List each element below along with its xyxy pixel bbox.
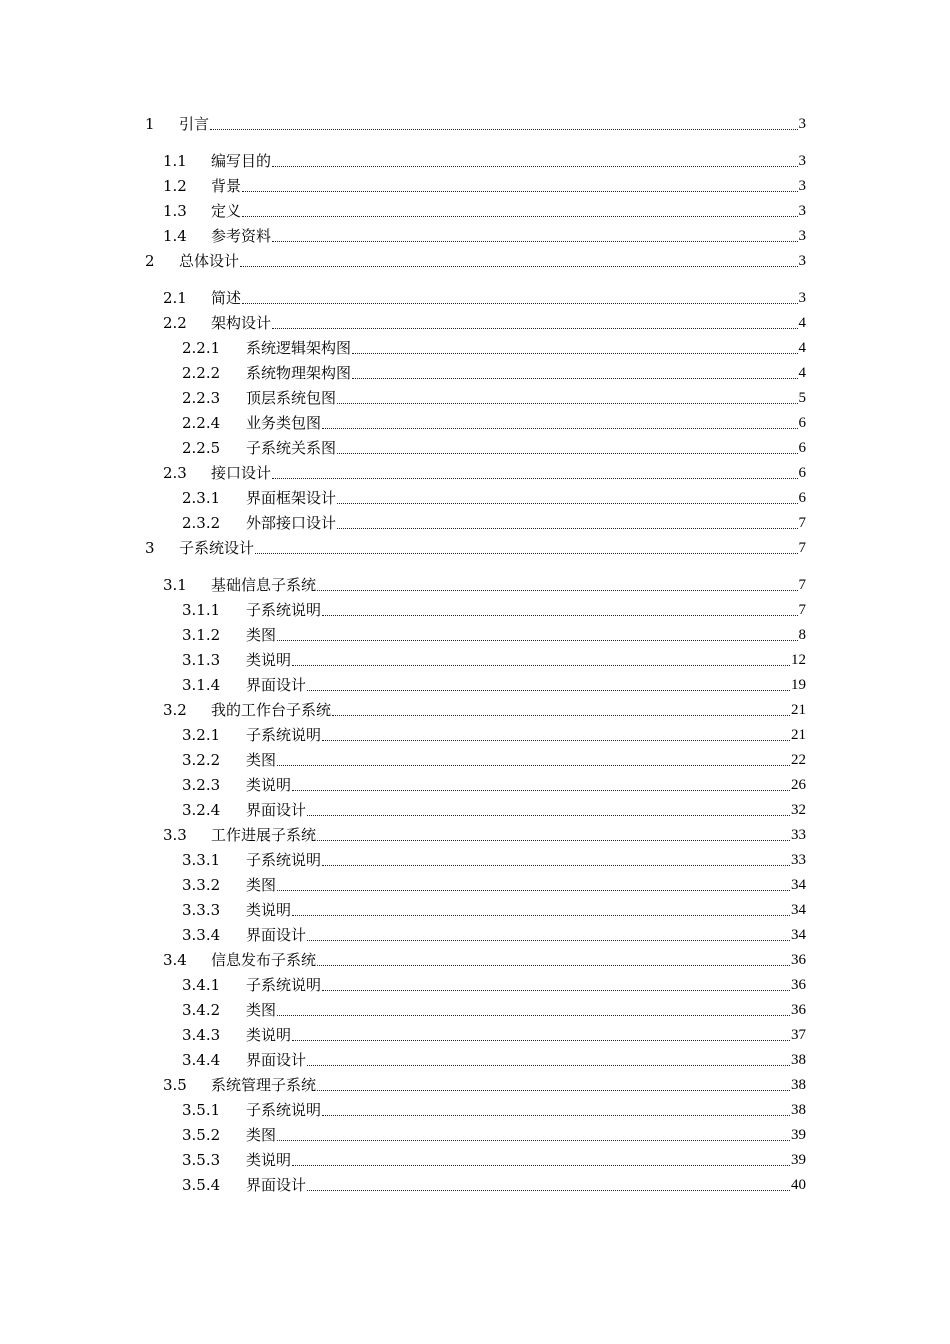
toc-entry-title: 外部接口设计 (246, 514, 337, 532)
dot-leader (272, 314, 797, 332)
toc-entry-number: 3.4.2 (182, 1001, 221, 1019)
toc-entry[interactable] (182, 1022, 806, 1044)
toc-entry-title: 类图 (246, 876, 277, 894)
toc-entry-page-number: 38 (791, 1052, 806, 1068)
dot-leader (352, 364, 797, 382)
toc-entry-title: 基础信息子系统 (211, 576, 317, 594)
toc-entry-title: 系统物理架构图 (246, 364, 352, 382)
toc-entry-number: 2.3 (163, 464, 187, 482)
toc-entry-number: 3.1.1 (182, 601, 221, 619)
toc-entry-number: 2.3.2 (182, 514, 221, 532)
toc-entry-page-number: 6 (798, 490, 806, 506)
toc-entry-page-number: 12 (791, 652, 806, 668)
toc-entry-number: 3.3.4 (182, 926, 221, 944)
toc-entry-title: 类说明 (246, 776, 292, 794)
toc-entry[interactable] (182, 1147, 806, 1169)
toc-entry-page-number: 3 (798, 228, 806, 244)
toc-entry-title: 子系统说明 (246, 976, 322, 994)
dot-leader (277, 1001, 790, 1019)
toc-entry-title: 编写目的 (211, 152, 272, 170)
dot-leader (272, 227, 797, 245)
toc-entry[interactable] (163, 173, 806, 195)
toc-entry-title: 界面框架设计 (246, 489, 337, 507)
toc-entry-title: 类图 (246, 1126, 277, 1144)
toc-entry-title: 界面设计 (246, 676, 307, 694)
toc-entry-number: 1.3 (163, 202, 187, 220)
toc-entry-page-number: 34 (791, 902, 806, 918)
dot-leader (240, 252, 797, 270)
toc-entry-page-number: 3 (798, 290, 806, 306)
toc-entry[interactable] (145, 111, 806, 133)
toc-entry-number: 3.3.2 (182, 876, 221, 894)
toc-entry-number: 3.5.2 (182, 1126, 221, 1144)
dot-leader (307, 676, 790, 694)
toc-entry-number: 3.1.2 (182, 626, 221, 644)
toc-entry[interactable] (182, 1172, 806, 1194)
dot-leader (292, 901, 790, 919)
toc-entry-page-number: 4 (798, 340, 806, 356)
toc-entry-page-number: 39 (791, 1127, 806, 1143)
toc-entry-number: 2.3.1 (182, 489, 221, 507)
toc-entry-title: 系统逻辑架构图 (246, 339, 352, 357)
toc-entry-page-number: 32 (791, 802, 806, 818)
toc-entry-title: 类图 (246, 1001, 277, 1019)
dot-leader (317, 826, 790, 844)
toc-entry-number: 3.5.1 (182, 1101, 221, 1119)
dot-leader (242, 177, 797, 195)
toc-entry[interactable] (182, 922, 806, 944)
toc-entry-title: 类说明 (246, 651, 292, 669)
toc-entry-page-number: 21 (791, 727, 806, 743)
toc-entry-number: 2.2.1 (182, 339, 221, 357)
dot-leader (352, 339, 797, 357)
toc-entry-page-number: 34 (791, 927, 806, 943)
toc-entry-page-number: 8 (798, 627, 806, 643)
toc-entry[interactable] (182, 1122, 806, 1144)
toc-entry-title: 界面设计 (246, 926, 307, 944)
toc-entry-number: 3.1 (163, 576, 187, 594)
toc-entry-number: 3.1.4 (182, 676, 221, 694)
toc-entry-title: 工作进展子系统 (211, 826, 317, 844)
toc-entry-page-number: 19 (791, 677, 806, 693)
toc-entry-number: 3.3 (163, 826, 187, 844)
toc-entry-page-number: 6 (798, 440, 806, 456)
dot-leader (242, 202, 797, 220)
toc-entry[interactable] (163, 148, 806, 170)
toc-entry[interactable] (182, 410, 806, 432)
dot-leader (242, 289, 797, 307)
dot-leader (322, 1101, 790, 1119)
toc-entry[interactable] (182, 647, 806, 669)
toc-entry-page-number: 7 (798, 515, 806, 531)
dot-leader (292, 651, 790, 669)
toc-entry-number: 3.4 (163, 951, 187, 969)
toc-entry[interactable] (182, 597, 806, 619)
toc-entry-page-number: 37 (791, 1027, 806, 1043)
toc-entry[interactable] (182, 747, 806, 769)
toc-entry-page-number: 40 (791, 1177, 806, 1193)
toc-entry-title: 界面设计 (246, 1051, 307, 1069)
dot-leader (292, 776, 790, 794)
toc-entry-page-number: 6 (798, 415, 806, 431)
toc-entry-number: 3.4.3 (182, 1026, 221, 1044)
toc-entry-title: 子系统说明 (246, 726, 322, 744)
toc-entry-page-number: 3 (798, 116, 806, 132)
toc-entry[interactable] (145, 248, 806, 270)
dot-leader (332, 701, 790, 719)
toc-entry-page-number: 7 (798, 540, 806, 556)
toc-entry[interactable] (182, 797, 806, 819)
toc-entry-title: 界面设计 (246, 1176, 307, 1194)
dot-leader (255, 539, 797, 557)
dot-leader (307, 1051, 790, 1069)
dot-leader (322, 414, 797, 432)
toc-entry-page-number: 5 (798, 390, 806, 406)
toc-entry-number: 3.4.4 (182, 1051, 221, 1069)
toc-entry[interactable] (182, 897, 806, 919)
dot-leader (322, 726, 790, 744)
toc-entry-title: 总体设计 (179, 252, 240, 270)
dot-leader (292, 1151, 790, 1169)
dot-leader (337, 489, 797, 507)
toc-entry-page-number: 6 (798, 465, 806, 481)
toc-entry-title: 信息发布子系统 (211, 951, 317, 969)
toc-entry-number: 3.2.2 (182, 751, 221, 769)
toc-entry-page-number: 38 (791, 1102, 806, 1118)
toc-entry-title: 子系统设计 (179, 539, 255, 557)
toc-entry[interactable] (182, 1097, 806, 1119)
toc-entry-page-number: 21 (791, 702, 806, 718)
dot-leader (307, 1176, 790, 1194)
dot-leader (277, 876, 790, 894)
toc-entry-page-number: 33 (791, 852, 806, 868)
toc-entry-page-number: 3 (798, 253, 806, 269)
toc-entry-page-number: 7 (798, 577, 806, 593)
toc-entry-page-number: 4 (798, 315, 806, 331)
toc-entry-title: 系统管理子系统 (211, 1076, 317, 1094)
toc-entry-title: 顶层系统包图 (246, 389, 337, 407)
toc-entry-number: 2.2.2 (182, 364, 221, 382)
dot-leader (307, 801, 790, 819)
toc-entry-page-number: 33 (791, 827, 806, 843)
toc-entry-page-number: 4 (798, 365, 806, 381)
toc-entry-number: 1 (145, 115, 155, 133)
toc-entry[interactable] (163, 947, 806, 969)
toc-entry-title: 类图 (246, 751, 277, 769)
toc-entry[interactable] (163, 460, 806, 482)
toc-entry-number: 2.1 (163, 289, 187, 307)
toc-entry-number: 3.4.1 (182, 976, 221, 994)
toc-entry-title: 类说明 (246, 1151, 292, 1169)
toc-entry[interactable] (182, 772, 806, 794)
dot-leader (210, 115, 797, 133)
toc-entry-page-number: 7 (798, 602, 806, 618)
toc-entry[interactable] (182, 972, 806, 994)
toc-entry[interactable] (163, 223, 806, 245)
dot-leader (272, 464, 797, 482)
dot-leader (337, 514, 797, 532)
toc-entry-number: 2.2.4 (182, 414, 221, 432)
toc-entry-number: 3.2.1 (182, 726, 221, 744)
toc-entry[interactable] (182, 872, 806, 894)
toc-entry[interactable] (182, 385, 806, 407)
toc-entry[interactable] (182, 997, 806, 1019)
dot-leader (337, 389, 797, 407)
toc-entry[interactable] (182, 722, 806, 744)
toc-entry-title: 类说明 (246, 901, 292, 919)
toc-entry-page-number: 38 (791, 1077, 806, 1093)
toc-entry-title: 界面设计 (246, 801, 307, 819)
toc-entry[interactable] (182, 622, 806, 644)
toc-entry-number: 2 (145, 252, 155, 270)
dot-leader (307, 926, 790, 944)
dot-leader (277, 1126, 790, 1144)
toc-entry[interactable] (163, 697, 806, 719)
toc-entry-number: 2.2.3 (182, 389, 221, 407)
toc-entry[interactable] (182, 335, 806, 357)
dot-leader (337, 439, 797, 457)
toc-entry-title: 业务类包图 (246, 414, 322, 432)
toc-entry-page-number: 3 (798, 203, 806, 219)
toc-entry-number: 3.2 (163, 701, 187, 719)
toc-entry-title: 架构设计 (211, 314, 272, 332)
toc-entry-page-number: 3 (798, 153, 806, 169)
toc-entry[interactable] (182, 485, 806, 507)
dot-leader (317, 576, 797, 594)
dot-leader (277, 751, 790, 769)
toc-entry-number: 3.1.3 (182, 651, 221, 669)
toc-entry[interactable] (182, 672, 806, 694)
toc-entry-title: 参考资料 (211, 227, 272, 245)
toc-entry-page-number: 26 (791, 777, 806, 793)
toc-entry-title: 子系统关系图 (246, 439, 337, 457)
toc-entry-title: 类图 (246, 626, 277, 644)
toc-entry-number: 3.3.3 (182, 901, 221, 919)
toc-entry-page-number: 39 (791, 1152, 806, 1168)
toc-entry[interactable] (182, 847, 806, 869)
dot-leader (272, 152, 797, 170)
toc-entry-page-number: 36 (791, 1002, 806, 1018)
toc-entry-number: 3.2.4 (182, 801, 221, 819)
toc-entry[interactable] (163, 822, 806, 844)
dot-leader (292, 1026, 790, 1044)
toc-entry-number: 2.2.5 (182, 439, 221, 457)
toc-entry-number: 1.4 (163, 227, 187, 245)
toc-entry-number: 1.1 (163, 152, 187, 170)
toc-entry-number: 3.5.4 (182, 1176, 221, 1194)
toc-entry-number: 2.2 (163, 314, 187, 332)
toc-entry-title: 我的工作台子系统 (211, 701, 332, 719)
toc-entry[interactable] (163, 285, 806, 307)
dot-leader (322, 851, 790, 869)
toc-entry-number: 3.5.3 (182, 1151, 221, 1169)
toc-entry-title: 子系统说明 (246, 1101, 322, 1119)
toc-entry-page-number: 36 (791, 952, 806, 968)
toc-entry-page-number: 22 (791, 752, 806, 768)
toc-entry[interactable] (145, 535, 806, 557)
toc-entry[interactable] (163, 198, 806, 220)
toc-entry-number: 3.2.3 (182, 776, 221, 794)
toc-entry[interactable] (163, 310, 806, 332)
toc-entry[interactable] (182, 435, 806, 457)
toc-entry-number: 3.3.1 (182, 851, 221, 869)
toc-entry-title: 类说明 (246, 1026, 292, 1044)
toc-entry-number: 1.2 (163, 177, 187, 195)
dot-leader (317, 951, 790, 969)
toc-entry[interactable] (182, 360, 806, 382)
dot-leader (317, 1076, 790, 1094)
toc-entry-title: 定义 (211, 202, 242, 220)
toc-entry-page-number: 3 (798, 178, 806, 194)
toc-entry-number: 3 (145, 539, 155, 557)
toc-entry-title: 背景 (211, 177, 242, 195)
toc-entry[interactable] (163, 572, 806, 594)
toc-entry-title: 引言 (179, 115, 210, 133)
toc-entry-number: 3.5 (163, 1076, 187, 1094)
toc-entry[interactable] (163, 1072, 806, 1094)
toc-entry-title: 子系统说明 (246, 851, 322, 869)
dot-leader (322, 976, 790, 994)
toc-entry[interactable] (182, 1047, 806, 1069)
toc-entry-page-number: 34 (791, 877, 806, 893)
toc-entry-page-number: 36 (791, 977, 806, 993)
toc-entry[interactable] (182, 510, 806, 532)
dot-leader (277, 626, 797, 644)
toc-entry-title: 接口设计 (211, 464, 272, 482)
dot-leader (322, 601, 797, 619)
toc-entry-title: 简述 (211, 289, 242, 307)
toc-entry-title: 子系统说明 (246, 601, 322, 619)
